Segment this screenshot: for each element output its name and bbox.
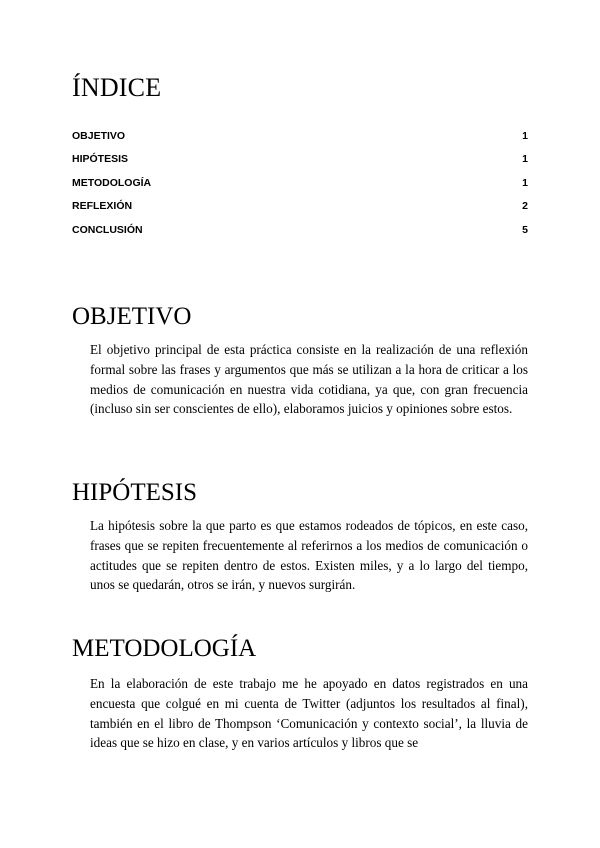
section-body-hipotesis: La hipótesis sobre la que parto es que estamos rodeados de tópicos, en este caso, frases que se repiten frecuentemente al referirnos a los medios de comunicación o actitudes que se repiten dentro de estos. Existen miles, y a lo largo del tiempo, unos se quedarán, otros se irán, y nuevos surgirán. [90,518,528,593]
toc-entry-page: 2 [522,200,528,213]
toc-entry-label: METODOLOGÍA [72,176,152,189]
toc-entry-hipotesis[interactable] [72,149,528,172]
toc-entry-reflexion[interactable] [72,196,528,219]
toc-entry-conclusion[interactable] [72,220,528,243]
toc-entry-label: OBJETIVO [72,130,126,142]
section-heading-objetivo: OBJETIVO [72,303,192,330]
toc-entry-metodologia[interactable] [72,173,528,196]
toc-entry-page: 1 [522,176,528,189]
index-title: ÍNDICE [72,73,162,102]
section-heading-metodologia: METODOLOGÍA [72,635,257,662]
toc-entry-label: HIPÓTESIS [72,153,129,166]
table-of-contents [72,126,528,243]
section-body-objetivo: El objetivo principal de esta práctica consiste en la realización de una reflexión formal sobre las frases y argumentos que más se utilizan a la hora de criticar a los medios de comunicación en nuestra vida cotidiana, ya que, con gran frecuencia (incluso sin ser conscientes de ello), elaboramos juicios y opiniones sobre estos. [90,342,528,417]
toc-entry-page: 5 [522,223,528,236]
toc-entry-page: 1 [522,153,528,166]
section-heading-hipotesis: HIPÓTESIS [72,479,198,506]
section-body-metodologia: En la elaboración de este trabajo me he apoyado en datos registrados en una encuesta que colgué en mi cuenta de Twitter (adjuntos los resultados al final), también en el libro de Thompson ‘Comunicación y contexto social’, la lluvia de ideas que se hizo en clase, y en varios artículos y libros que se [90,676,528,751]
toc-entry-objetivo[interactable] [72,126,528,149]
toc-entry-label: REFLEXIÓN [72,200,133,213]
toc-entry-label: CONCLUSIÓN [72,223,143,236]
toc-entry-page: 1 [522,130,528,142]
